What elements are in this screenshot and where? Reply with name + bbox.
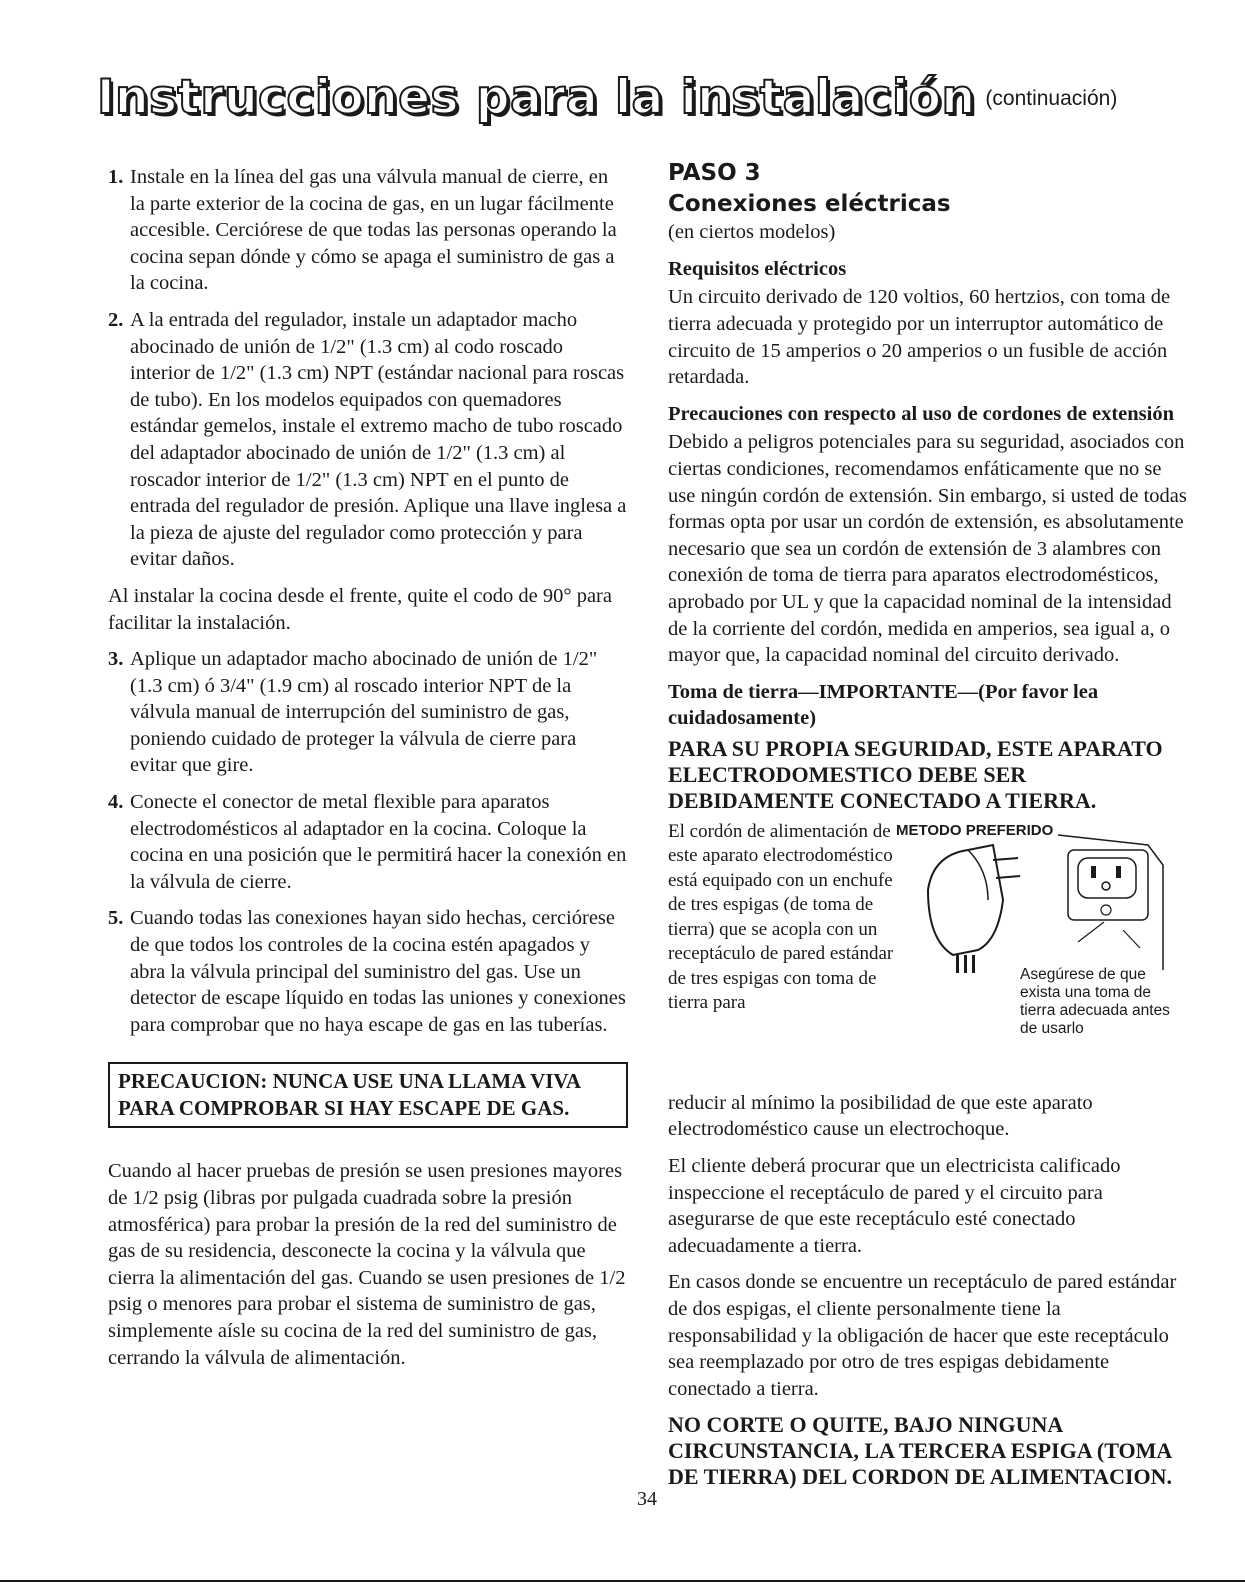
extension-heading: Precauciones con respecto al uso de cordones de extensión	[668, 402, 1175, 425]
grounding-heading: Toma de tierra—IMPORTANTE—(Por favor lea cuidadosamente)	[668, 680, 1099, 730]
list-item	[108, 646, 628, 779]
grounded-plug-illustration	[908, 830, 1188, 980]
section-title: Conexiones eléctricas	[668, 190, 951, 217]
step-text: A la entrada del regulador, instale un adaptador macho abocinado de unión de 1/2" (1.3 cm) al codo roscado interior de 1/2" (1.3 cm) NPT (estándar nacional para roscas de tubo). En los modelos equipados con quemadores estándar gemelos, instale el extremo macho de tubo roscado del adaptador abocinado de unión de 1/2" (1.3 cm) al roscador interior de 1/2" (1.3 cm) NPT en el punto de entrada del regulador de presión. Aplique una llave inglesa a la pieza de ajuste del regulador como protección y para evitar daños.	[130, 308, 627, 571]
list-item	[108, 307, 628, 573]
title-main: Instrucciones para la instalación	[97, 70, 976, 125]
plug-text-continued: reducir al mínimo la posibilidad de que este aparato electrodoméstico cause un electrochoque.	[668, 1091, 1093, 1141]
requirements-text: Un circuito derivado de 120 voltios, 60 hertzios, con toma de tierra adecuada y protegido por un interruptor automático de circuito de 15 amperios o 20 amperios o un fusible de acción retardada.	[668, 286, 1171, 389]
step-number: 5.	[108, 907, 124, 930]
grounding-warning: PARA SU PROPIA SEGURIDAD, ESTE APARATO ELECTRODOMESTICO DEBE SER DEBIDAMENTE CONECTADO A TIERRA.	[668, 735, 1163, 813]
front-install-note: Al instalar la cocina desde el frente, quite el codo de 90° para facilitar la instalación.	[108, 584, 612, 634]
step-number: 3.	[108, 648, 124, 671]
two-prong-text: En casos donde se encuentre un receptáculo de pared estándar de dos espigas, el cliente personalmente tiene la responsabilidad y la obligación de hacer que este receptáculo sea reemplazado por otro de tres espigas debidamente conectado a tierra.	[668, 1271, 1177, 1400]
list-item	[108, 164, 628, 297]
steps-list-b	[108, 646, 628, 1038]
figure-note: Asegúrese de que exista una toma de tierra adecuada antes de usarlo	[1020, 965, 1170, 1037]
step-text: Cuando todas las conexiones hayan sido hechas, cerciórese de que todos los controles de la cocina estén apagados y abra la válvula principal del suministro del gas. Use un detector de escape líquido en todas las uniones y conexiones para comprobar que no haya escape de gas en las tuberías.	[130, 907, 626, 1036]
title-subtitle: (continuación)	[985, 87, 1118, 110]
step-heading: PASO 3	[668, 160, 761, 186]
left-column	[108, 164, 628, 1381]
pressure-test-note: Cuando al hacer pruebas de presión se usen presiones mayores de 1/2 psig (libras por pulgada cuadrada sobre la presión atmosférica) para probar la presión de la red del suministro de gas de su residencia, desconecte la cocina y la válvula que cierra la alimentación del gas. Cuando se usen presiones de 1/2 psig o menores para probar el sistema de suministro de gas, simplemente aísle su cocina de la red del suministro de gas, cerrando la válvula de alimentación.	[108, 1160, 626, 1369]
plug-figure-block	[668, 820, 1188, 1090]
inspection-text: El cliente deberá procurar que un electricista calificado inspeccione el receptáculo de pared y el circuito para asegurarse de que este receptáculo esté conectado adecuadamente a tierra.	[668, 1155, 1121, 1257]
right-column	[668, 160, 1188, 1496]
extension-text: Debido a peligros potenciales para su seguridad, asociados con ciertas condiciones, recomendamos enfáticamente que no se use ningún cordón de extensión. Sin embargo, si usted de todas formas opta por usar un cordón de extensión, es absolutamente necesario que sea un cordón de extensión de 3 alambres con conexión de toma de tierra para aparatos electrodomésticos, aprobado por UL y que la capacidad nominal de la intensidad de la corriente del cordón, medida en amperios, sea igual a, o mayor que, la capacidad nominal del circuito derivado.	[668, 431, 1187, 667]
section-subtitle: (en ciertos modelos)	[668, 221, 836, 244]
step-number: 2.	[108, 308, 124, 331]
step-text: Conecte el conector de metal flexible para aparatos electrodomésticos al adaptador en la cocina. Coloque la cocina en una posición que le permitirá hacer la conexión en la válvula de cierre.	[130, 791, 627, 893]
plug-text: El cordón de alimentación de este aparato electrodoméstico está equipado con un enchufe de tres espigas (de toma de tierra) que se acopla con un receptáculo de pared estándar de tres espigas con toma de tierra para	[668, 820, 894, 1014]
bottom-rule	[0, 1580, 1245, 1582]
step-text: Aplique un adaptador macho abocinado de unión de 1/2" (1.3 cm) ó 3/4" (1.9 cm) al roscado interior NPT de la válvula manual de interrupción del suministro de gas, poniendo cuidado de proteger la válvula de cierre para evitar que gire.	[130, 648, 598, 777]
list-item	[108, 789, 628, 895]
requirements-heading: Requisitos eléctricos	[668, 257, 847, 280]
page-number: 34	[637, 1488, 657, 1510]
list-item	[108, 905, 628, 1038]
final-warning: NO CORTE O QUITE, BAJO NINGUNA CIRCUNSTANCIA, LA TERCERA ESPIGA (TOMA DE TIERRA) DEL CORDON DE ALIMENTACION.	[668, 1412, 1173, 1490]
step-number: 1.	[108, 166, 124, 188]
step-number: 4.	[108, 791, 124, 814]
steps-list-a	[108, 164, 628, 573]
caution-box: PRECAUCION: NUNCA USE UNA LLAMA VIVA PARA COMPROBAR SI HAY ESCAPE DE GAS.	[108, 1062, 628, 1128]
step-text: Instale en la línea del gas una válvula manual de cierre, en la parte exterior de la cocina de gas, en un lugar fácilmente accesible. Cerciórese de que todas las personas operando la cocina sepan dónde y cómo se apaga el suministro de gas a la cocina.	[130, 166, 617, 295]
page-title	[97, 70, 1197, 125]
figure-label: METODO PREFERIDO	[896, 821, 1054, 839]
